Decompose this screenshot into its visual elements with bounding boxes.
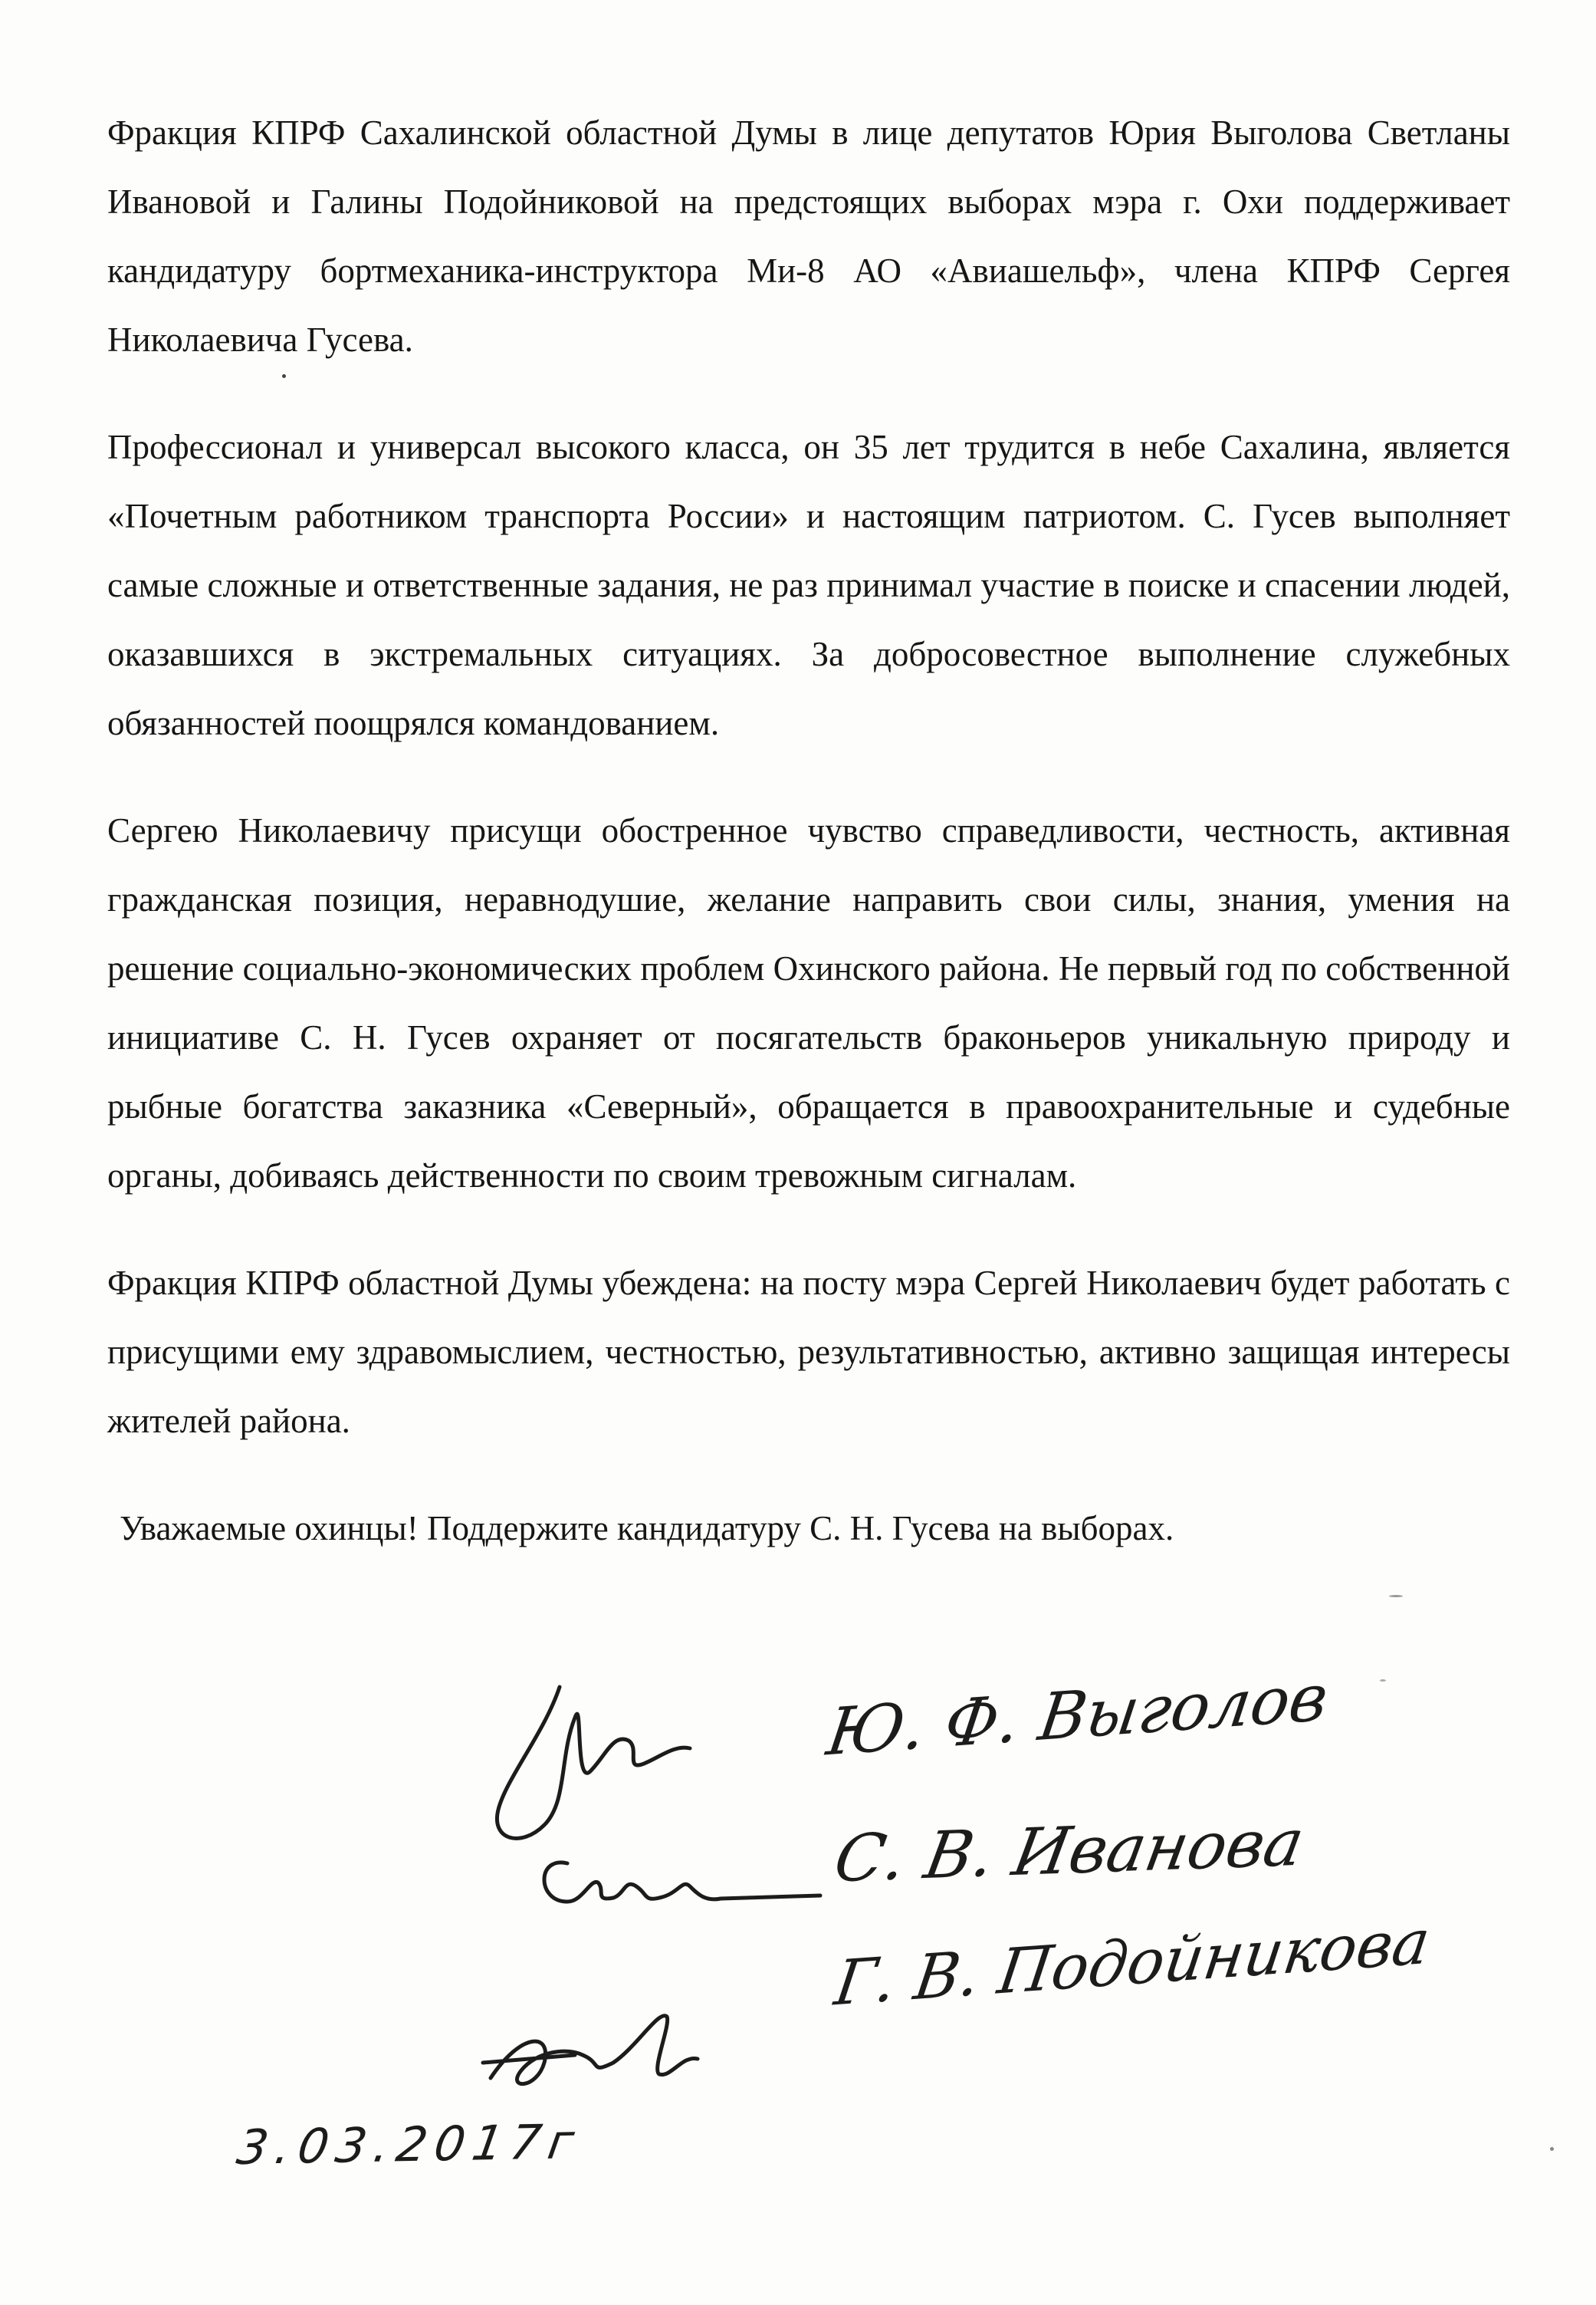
document-body <box>107 98 1510 1563</box>
paragraph-3: Сергею Николаевичу присущи обостренное чувство справедливости, честность, активная гражданская позиция, неравнодушие, желание направить свои силы, знания, умения на решение социально-экономических проблем Охинского района. Не первый год по собственной инициативе С. Н. Гусев охраняет от посягательств браконьеров уникальную природу и рыбные богатства заказника «Северный», обращается в правоохранительные и судебные органы, добиваясь действенности по своим тревожным сигналам. <box>107 811 1510 1195</box>
paragraph-2: Профессионал и универсал высокого класса, он 35 лет трудится в небе Сахалина, является «Почетным работником транспорта России» и настоящим патриотом. С. Гусев выполняет самые сложные и ответственные задания, не раз принимал участие в поиске и спасении людей, оказавшихся в экстремальных ситуациях. За добросовестное выполнение служебных обязанностей поощрялся командованием. <box>107 428 1510 742</box>
signature-3 <box>483 2016 698 2084</box>
document-date: 3.03.2017г <box>233 2113 586 2176</box>
signature-2 <box>544 1863 820 1902</box>
scan-speck <box>1389 1595 1403 1597</box>
closing-appeal: Уважаемые охинцы! Поддержите кандидатуру С. Н. Гусева на выборах. <box>120 1509 1174 1547</box>
scan-speck <box>282 374 286 378</box>
signature-block <box>460 1659 1456 2162</box>
signature-2-name: С. В. Иванова <box>829 1804 1310 1897</box>
paragraph-1: Фракция КПРФ Сахалинской областной Думы в лице депутатов Юрия Выголова Светланы Ивановой и Галины Подойниковой на предстоящих выборах мэра г. Охи поддерживает кандидатуру бортмеханика-инструктора Ми-8 АО «Авиашельф», члена КПРФ Сергея Николаевича Гусева. <box>107 113 1510 359</box>
signature-1-name: Ю. Ф. Выголов <box>823 1659 1333 1771</box>
paragraph-4: Фракция КПРФ областной Думы убеждена: на посту мэра Сергей Николаевич будет работать с присущими ему здравомыслием, честностью, результативностью, активно защищая интересы жителей района. <box>107 1264 1510 1440</box>
scan-speck <box>1550 2147 1554 2151</box>
signature-3-name: Г. В. Подойникова <box>830 1905 1434 2020</box>
scan-speck <box>1380 1679 1386 1682</box>
signature-1 <box>497 1687 690 1838</box>
